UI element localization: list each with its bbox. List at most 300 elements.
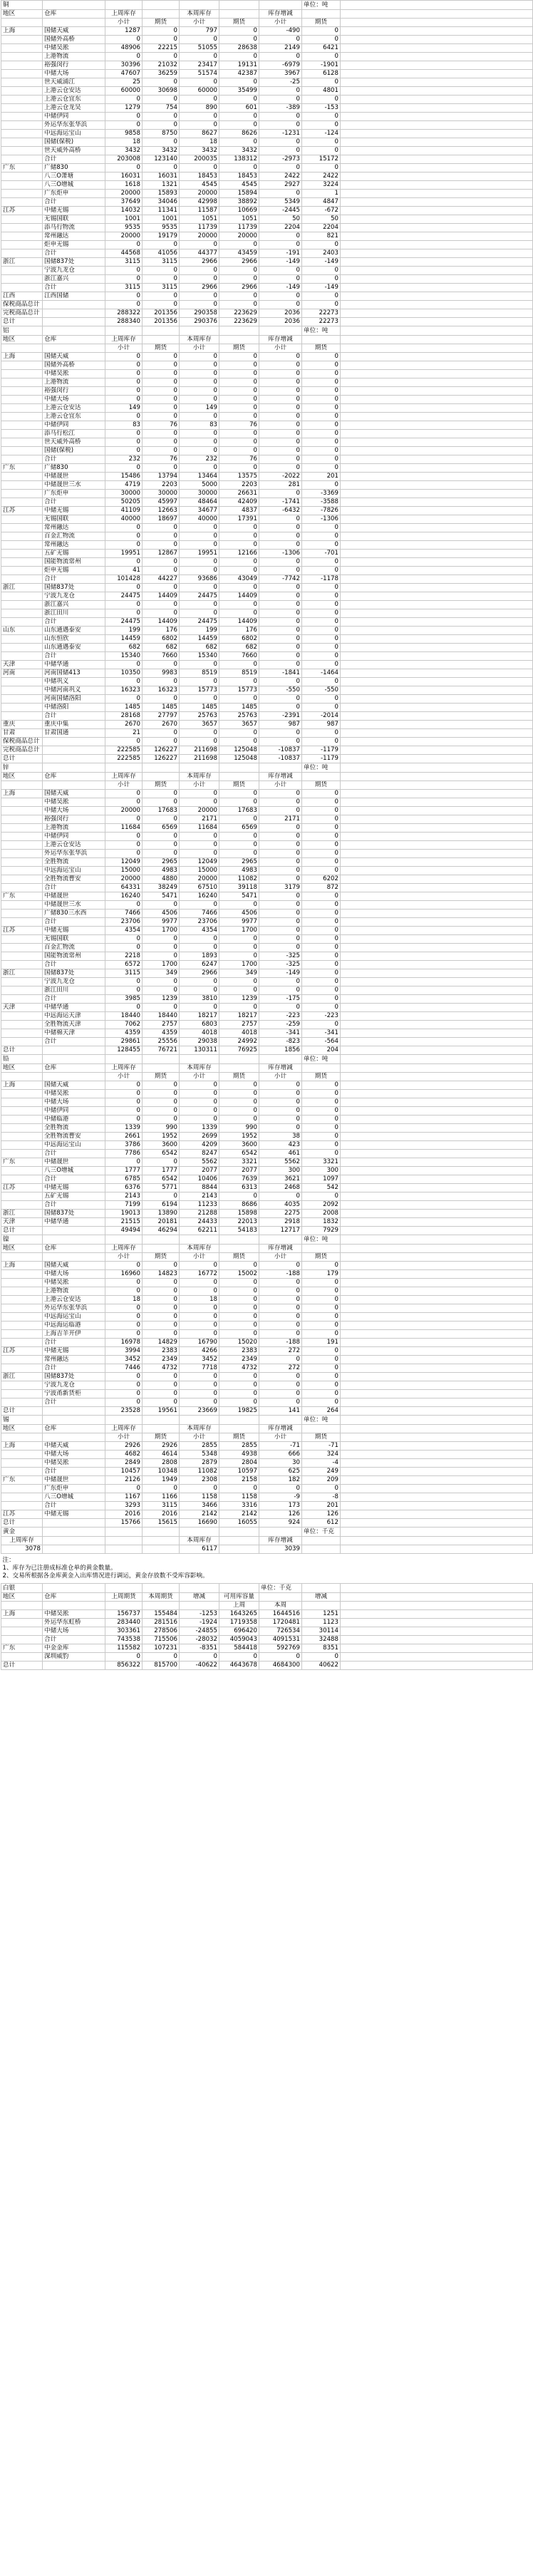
- table-row: [1, 1610, 533, 1619]
- value-cell: 10597: [219, 1468, 259, 1476]
- value-cell: 2204: [302, 224, 341, 232]
- value-cell: 0: [259, 807, 302, 815]
- column-subheader: 期货: [302, 781, 341, 790]
- column-header: [219, 1064, 259, 1073]
- value-cell: 3452: [180, 1356, 219, 1364]
- blank-cell: [341, 986, 533, 995]
- table-row: [1, 1627, 533, 1636]
- blank-cell: [143, 1055, 180, 1064]
- unit-label: 单位：千克: [259, 1584, 302, 1593]
- value-cell: 0: [143, 361, 180, 370]
- notes-title: 注：: [2, 1557, 15, 1564]
- value-cell: 2077: [180, 1167, 219, 1175]
- value-cell: 0: [180, 387, 219, 396]
- blank-cell: [341, 1262, 533, 1270]
- value-cell: 0: [259, 1296, 302, 1304]
- table-row: [1, 1476, 533, 1485]
- value-cell: -4: [302, 1459, 341, 1468]
- table-row: [1, 104, 533, 113]
- column-header: 库存增减: [259, 1245, 302, 1253]
- region-cell: [1, 438, 43, 447]
- value-cell: 0: [259, 96, 302, 104]
- column-subheader: 小计: [105, 781, 143, 790]
- value-cell: 0: [105, 447, 143, 455]
- region-cell: 天津: [1, 1218, 43, 1227]
- value-cell: 0: [180, 738, 219, 746]
- value-cell: 176: [143, 627, 180, 635]
- value-cell: 349: [219, 969, 259, 978]
- column-header: [219, 10, 259, 19]
- value-cell: 0: [219, 396, 259, 404]
- region-cell: 浙江: [1, 258, 43, 267]
- value-cell: 0: [180, 361, 219, 370]
- value-cell: 5000: [180, 481, 219, 490]
- value-cell: -3588: [302, 498, 341, 507]
- value-cell: -175: [259, 995, 302, 1004]
- region-cell: [1, 1322, 43, 1330]
- value-cell: 0: [302, 1133, 341, 1141]
- value-cell: 0: [143, 978, 180, 986]
- value-cell: 0: [302, 961, 341, 969]
- value-cell: 0: [105, 1313, 143, 1322]
- value-cell: 42998: [180, 198, 219, 207]
- value-cell: 0: [259, 1090, 302, 1098]
- warehouse-cell: 中储晟世: [43, 1158, 105, 1167]
- value-cell: 0: [180, 798, 219, 807]
- warehouse-cell: 合计: [43, 498, 105, 507]
- value-cell: 0: [259, 601, 302, 609]
- table-row: [1, 1210, 533, 1218]
- value-cell: 42387: [219, 70, 259, 78]
- value-cell: 76: [219, 455, 259, 464]
- value-cell: 0: [105, 541, 143, 550]
- column-subheader: 小计: [259, 19, 302, 27]
- blank-cell: [341, 1610, 533, 1619]
- region-cell: [1, 130, 43, 138]
- column-header: 上周库存: [105, 336, 143, 344]
- value-cell: 3810: [180, 995, 219, 1004]
- value-cell: 2468: [259, 1184, 302, 1192]
- table-row: [1, 387, 533, 396]
- table-row: [1, 1373, 533, 1381]
- warehouse-cell: 合计: [43, 918, 105, 927]
- value-cell: 682: [105, 644, 143, 652]
- value-cell: 24433: [180, 1218, 219, 1227]
- warehouse-cell: 五矿无锡: [43, 1192, 105, 1201]
- blank-cell: [341, 1519, 533, 1527]
- column-header: 地区: [1, 773, 43, 781]
- value-cell: 0: [259, 1098, 302, 1107]
- value-cell: 0: [143, 275, 180, 284]
- value-cell: 0: [302, 969, 341, 978]
- blank-cell: [341, 438, 533, 447]
- value-cell: 726534: [259, 1627, 302, 1636]
- value-cell: 278506: [143, 1627, 180, 1636]
- table-row: [1, 669, 533, 678]
- region-cell: 上海: [1, 27, 43, 36]
- column-subheader: 小计: [180, 19, 219, 27]
- warehouse-cell: 全胜物流: [43, 858, 105, 867]
- nickel-subheader-row: [1, 1253, 533, 1262]
- value-cell: 0: [302, 96, 341, 104]
- value-cell: 0: [143, 944, 180, 952]
- value-cell: 0: [302, 627, 341, 635]
- region-cell: [1, 592, 43, 601]
- value-cell: -341: [259, 1029, 302, 1038]
- value-cell: 9535: [105, 224, 143, 232]
- value-cell: 8351: [302, 1644, 341, 1653]
- blank-cell: [105, 1055, 143, 1064]
- aluminum-title-row: [1, 326, 533, 336]
- value-cell: 0: [259, 1304, 302, 1313]
- value-cell: 0: [302, 138, 341, 147]
- region-cell: [1, 798, 43, 807]
- value-cell: 204: [302, 1046, 341, 1055]
- region-cell: 江苏: [1, 1347, 43, 1356]
- value-cell: 0: [219, 1287, 259, 1296]
- table-row: [1, 249, 533, 258]
- value-cell: 0: [259, 1381, 302, 1390]
- value-cell: 2036: [259, 309, 302, 318]
- value-cell: 1485: [180, 704, 219, 712]
- warehouse-cell: 合计: [43, 1150, 105, 1158]
- value-cell: 44227: [143, 575, 180, 584]
- value-cell: 0: [143, 96, 180, 104]
- region-cell: [1, 1364, 43, 1373]
- table-row: [1, 952, 533, 961]
- value-cell: 22273: [302, 318, 341, 326]
- warehouse-cell: 合计: [43, 1175, 105, 1184]
- value-cell: 0: [105, 464, 143, 473]
- value-cell: 7446: [105, 1364, 143, 1373]
- column-subheader: 期货: [219, 19, 259, 27]
- value-cell: 349: [143, 969, 180, 978]
- value-cell: -823: [259, 1038, 302, 1046]
- value-cell: 2927: [259, 181, 302, 190]
- warehouse-cell: 全胜物流曹安: [43, 1133, 105, 1141]
- blank-cell: [341, 1218, 533, 1227]
- value-cell: 0: [105, 1381, 143, 1390]
- table-row: [1, 644, 533, 652]
- column-header: 增减: [302, 1593, 341, 1602]
- value-cell: 0: [105, 978, 143, 986]
- region-cell: [1, 678, 43, 686]
- value-cell: 0: [105, 1330, 143, 1339]
- value-cell: 0: [219, 524, 259, 532]
- table-row: [1, 130, 533, 138]
- region-cell: [1, 1038, 43, 1046]
- region-cell: [1, 644, 43, 652]
- value-cell: 7466: [105, 910, 143, 918]
- blank-cell: [341, 833, 533, 841]
- value-cell: 0: [259, 729, 302, 738]
- value-cell: 67510: [180, 884, 219, 892]
- value-cell: 0: [302, 695, 341, 704]
- blank-cell: [341, 1373, 533, 1381]
- region-cell: [1, 1451, 43, 1459]
- value-cell: 0: [219, 558, 259, 567]
- value-cell: 0: [259, 1330, 302, 1339]
- value-cell: 15615: [143, 1519, 180, 1527]
- value-cell: 0: [219, 121, 259, 130]
- value-cell: -188: [259, 1270, 302, 1279]
- nickel-header-row: [1, 1245, 533, 1253]
- blank-cell: [341, 284, 533, 292]
- value-cell: 0: [105, 1262, 143, 1270]
- table-row: [1, 190, 533, 198]
- value-cell: 0: [259, 738, 302, 746]
- warehouse-cell: 中储临港: [43, 1116, 105, 1124]
- value-cell: 0: [143, 661, 180, 669]
- blank-cell: [341, 27, 533, 36]
- warehouse-cell: 世天威外高桥: [43, 438, 105, 447]
- value-cell: 0: [302, 798, 341, 807]
- warehouse-cell: 国储(保税): [43, 138, 105, 147]
- value-cell: 7639: [219, 1175, 259, 1184]
- value-cell: 20000: [105, 875, 143, 884]
- value-cell: 0: [143, 1262, 180, 1270]
- value-cell: 126: [302, 1510, 341, 1519]
- value-cell: 0: [105, 387, 143, 396]
- value-cell: 0: [180, 1330, 219, 1339]
- blank-cell: [341, 1442, 533, 1451]
- value-cell: 1123: [302, 1619, 341, 1627]
- blank-cell: [341, 1167, 533, 1175]
- value-cell: 0: [259, 1287, 302, 1296]
- warehouse-cell: 中储无锡: [43, 1510, 105, 1519]
- region-cell: [1, 995, 43, 1004]
- value-cell: 12049: [105, 858, 143, 867]
- region-cell: [1, 224, 43, 232]
- value-cell: 126227: [143, 755, 180, 763]
- value-cell: 0: [180, 1322, 219, 1330]
- value-cell: -2445: [259, 207, 302, 215]
- warehouse-cell: 八三O萧塘: [43, 172, 105, 181]
- table-row: [1, 164, 533, 172]
- value-cell: 0: [219, 430, 259, 438]
- blank-cell: [105, 326, 143, 336]
- value-cell: 0: [219, 1296, 259, 1304]
- column-header: [143, 1064, 180, 1073]
- value-cell: 25556: [143, 1038, 180, 1046]
- value-cell: 2203: [143, 481, 180, 490]
- warehouse-cell: 上港云仓安达: [43, 1296, 105, 1304]
- table-row: [1, 986, 533, 995]
- region-cell: 完税商品总计: [1, 309, 43, 318]
- unit-label: 单位：吨: [302, 1235, 341, 1245]
- column-header: 增减: [180, 1593, 219, 1602]
- value-cell: 10348: [143, 1468, 180, 1476]
- blank-cell: [341, 1537, 533, 1545]
- warehouse-cell: 外运华东张华浜: [43, 1304, 105, 1313]
- region-cell: [1, 1313, 43, 1322]
- value-cell: 6376: [105, 1184, 143, 1192]
- blank-cell: [341, 652, 533, 661]
- value-cell: 0: [219, 1373, 259, 1381]
- value-cell: 0: [302, 618, 341, 627]
- value-cell: 8627: [180, 130, 219, 138]
- blank-cell: [341, 532, 533, 541]
- warehouse-cell: 合计: [43, 618, 105, 627]
- value-cell: 9977: [143, 918, 180, 927]
- value-cell: 682: [143, 644, 180, 652]
- table-row: [1, 609, 533, 618]
- value-cell: 0: [259, 1398, 302, 1407]
- value-cell: 0: [180, 944, 219, 952]
- region-cell: [1, 850, 43, 858]
- blank-cell: [341, 1493, 533, 1502]
- value-cell: -1901: [302, 61, 341, 70]
- warehouse-cell: 上港物流: [43, 824, 105, 833]
- table-row: [1, 172, 533, 181]
- value-cell: 0: [105, 935, 143, 944]
- value-cell: 0: [105, 901, 143, 910]
- value-cell: 2383: [219, 1347, 259, 1356]
- blank-cell: [341, 61, 533, 70]
- value-cell: 0: [105, 833, 143, 841]
- value-cell: -564: [302, 1038, 341, 1046]
- warehouse-cell: 八三O增城: [43, 1493, 105, 1502]
- blank-cell: [341, 19, 533, 27]
- table-row: [1, 70, 533, 78]
- warehouse-cell: 百金汇物流: [43, 944, 105, 952]
- value-cell: 1339: [180, 1124, 219, 1133]
- warehouse-cell: 中远海运天津: [43, 1012, 105, 1021]
- value-cell: 6569: [143, 824, 180, 833]
- value-cell: 0: [105, 986, 143, 995]
- value-cell: 0: [259, 850, 302, 858]
- value-cell: 4983: [143, 867, 180, 875]
- value-cell: 5562: [180, 1158, 219, 1167]
- column-header: [219, 1425, 259, 1433]
- region-cell: [1, 986, 43, 995]
- value-cell: 0: [180, 464, 219, 473]
- column-header: [302, 10, 341, 19]
- value-cell: 3657: [219, 721, 259, 729]
- value-cell: 987: [302, 721, 341, 729]
- value-cell: 0: [302, 53, 341, 61]
- value-cell: 2757: [143, 1021, 180, 1029]
- blank-cell: [341, 155, 533, 164]
- value-cell: 0: [105, 396, 143, 404]
- blank-cell: [341, 841, 533, 850]
- table-row: [1, 1287, 533, 1296]
- value-cell: 50: [302, 215, 341, 224]
- blank-cell: [341, 181, 533, 190]
- value-cell: 0: [219, 695, 259, 704]
- table-row: [1, 1012, 533, 1021]
- table-row: [1, 1038, 533, 1046]
- value-cell: 0: [143, 413, 180, 421]
- value-cell: 0: [259, 370, 302, 378]
- table-row: [1, 567, 533, 575]
- value-cell: 0: [180, 113, 219, 121]
- value-cell: 0: [143, 113, 180, 121]
- value-cell: 0: [259, 164, 302, 172]
- table-row: [1, 858, 533, 867]
- blank-cell: [105, 1545, 143, 1554]
- value-cell: 155484: [143, 1610, 180, 1619]
- warehouse-cell: 国储天威: [43, 353, 105, 361]
- blank-cell: [341, 910, 533, 918]
- region-cell: [1, 490, 43, 498]
- value-cell: 0: [143, 815, 180, 824]
- region-cell: [1, 807, 43, 815]
- region-cell: [1, 421, 43, 430]
- value-cell: 0: [143, 1330, 180, 1339]
- notes-row: [1, 1554, 533, 1584]
- warehouse-cell: 中储华通: [43, 1218, 105, 1227]
- value-cell: 211698: [180, 746, 219, 755]
- blank-cell: [341, 1339, 533, 1347]
- blank-cell: [341, 1644, 533, 1653]
- value-cell: 0: [105, 1116, 143, 1124]
- warehouse-cell: 外运华东张华浜: [43, 850, 105, 858]
- warehouse-cell: 裕强闵行: [43, 815, 105, 824]
- value-cell: 0: [180, 1313, 219, 1322]
- value-cell: 0: [105, 378, 143, 387]
- value-cell: -149: [259, 284, 302, 292]
- blank-cell: [341, 172, 533, 181]
- value-cell: 0: [302, 584, 341, 592]
- warehouse-cell: 山东通遇泰安: [43, 627, 105, 635]
- table-row: [1, 198, 533, 207]
- value-cell: 0: [259, 824, 302, 833]
- blank-cell: [105, 1235, 143, 1245]
- blank-cell: [341, 515, 533, 524]
- value-cell: 0: [143, 695, 180, 704]
- blank-cell: [219, 1055, 259, 1064]
- value-cell: -701: [302, 550, 341, 558]
- table-row: [1, 884, 533, 892]
- table-row: [1, 969, 533, 978]
- value-cell: 4801: [302, 87, 341, 96]
- value-cell: 0: [219, 361, 259, 370]
- value-cell: 6202: [302, 875, 341, 884]
- value-cell: 0: [219, 36, 259, 44]
- column-header: 本周库存: [180, 1425, 219, 1433]
- warehouse-cell: 中储大场: [43, 1627, 105, 1636]
- value-cell: 0: [143, 1296, 180, 1304]
- value-cell: 0: [180, 1304, 219, 1313]
- table-row: [1, 712, 533, 721]
- value-cell: 0: [180, 1107, 219, 1116]
- column-subheader: 期货: [143, 1073, 180, 1081]
- value-cell: 1485: [219, 704, 259, 712]
- table-row: [1, 147, 533, 155]
- value-cell: 0: [259, 618, 302, 627]
- value-cell: 0: [180, 978, 219, 986]
- value-cell: -259: [259, 1021, 302, 1029]
- value-cell: 0: [302, 455, 341, 464]
- table-row: [1, 901, 533, 910]
- value-cell: 1287: [105, 27, 143, 36]
- value-cell: 0: [302, 1107, 341, 1116]
- value-cell: 3621: [259, 1175, 302, 1184]
- table-row: [1, 1046, 533, 1055]
- value-cell: 0: [259, 798, 302, 807]
- blank-cell: [341, 798, 533, 807]
- value-cell: 201356: [143, 318, 180, 326]
- warehouse-cell: 合计: [43, 1364, 105, 1373]
- value-cell: 18453: [219, 172, 259, 181]
- value-cell: 0: [105, 164, 143, 172]
- blank-cell: [341, 807, 533, 815]
- value-cell: 3994: [105, 1347, 143, 1356]
- value-cell: 0: [105, 353, 143, 361]
- column-subheader: [43, 1073, 105, 1081]
- value-cell: 3179: [259, 884, 302, 892]
